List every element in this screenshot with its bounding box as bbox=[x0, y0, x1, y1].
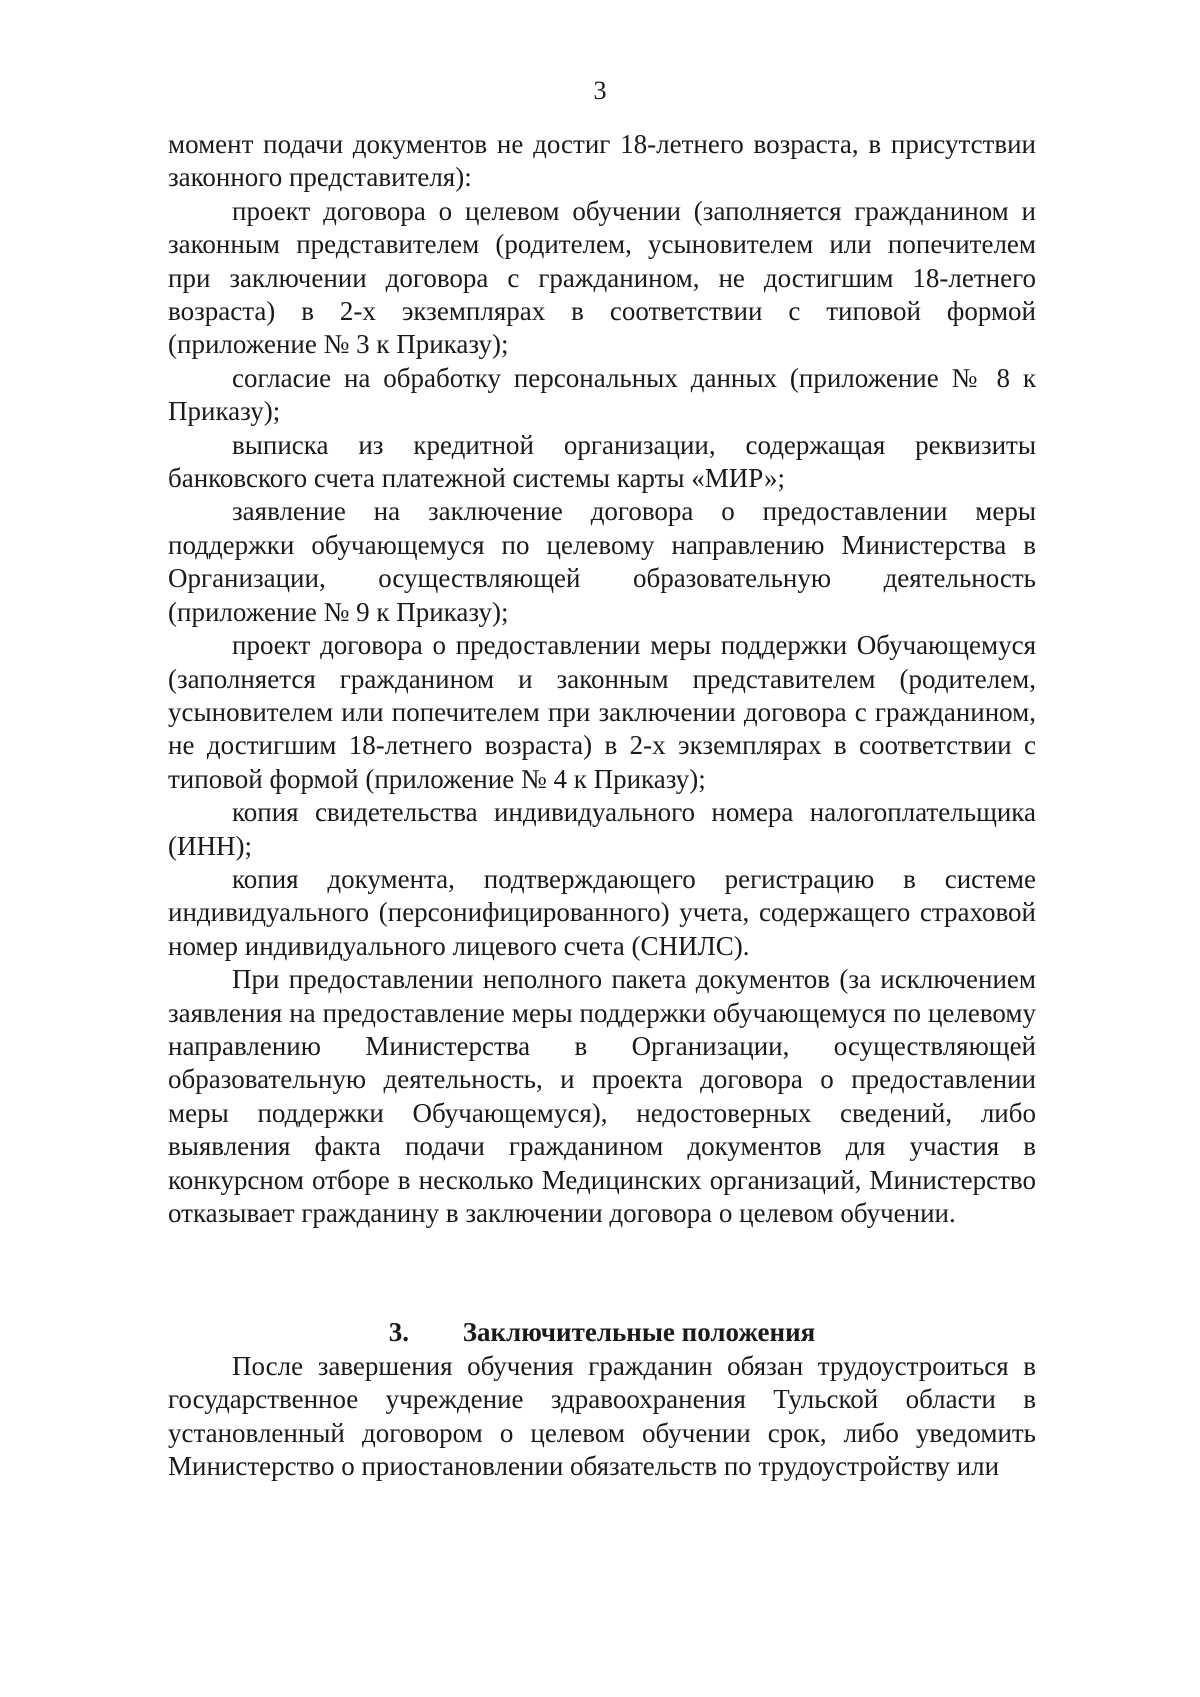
list-item-support-contract-draft: проект договора о предоставлении меры поддержки Обучающемуся (заполняется гражданином и законным представителем (родителем, усыновителем или попечителем при заключении договора с гражданином, не достигшим 18-летнего возраста) в 2-х экземплярах в соответствии с типовой формой (приложение № 4 к Приказу); bbox=[168, 630, 1036, 794]
list-item-bank-statement: выписка из кредитной организации, содержащая реквизиты банковского счета платежной системы карты «МИР»; bbox=[168, 429, 1036, 494]
paragraph-final-provisions: После завершения обучения гражданин обязан трудоустроиться в государственное учреждение здравоохранения Тульской области в установленный договором о целевом обучении срок, либо уведомить Министерство о приостановлении обязательств по трудоустройству или bbox=[168, 1350, 1036, 1482]
list-item-support-application: заявление на заключение договора о предоставлении меры поддержки обучающемуся по целевому направлению Министерства в Организации, осуществляющей образовательную деятельность (приложение № 9 к Приказу); bbox=[168, 496, 1036, 627]
paragraph-refusal-conditions: При предоставлении неполного пакета документов (за исключением заявления на предоставление меры поддержки обучающемуся по целевому направлению Министерства в Организации, осуществляющей образовательную деятельность, и проекта договора о предоставлении меры поддержки Обучающемуся), недостоверных сведений, либо выявления факта подачи гражданином документов для участия в конкурсном отборе в несколько Медицинских организаций, Министерство отказывает гражданину в заключении договора о целевом обучении. bbox=[168, 964, 1036, 1228]
section-number: 3. bbox=[388, 1317, 409, 1348]
document-body bbox=[168, 128, 1036, 1483]
list-item-personal-data-consent: согласие на обработку персональных данных (приложение № 8 к Приказу); bbox=[168, 362, 1036, 427]
paragraph-continuation: момент подачи документов не достиг 18-летнего возраста, в присутствии законного представителя): bbox=[168, 129, 1036, 193]
list-item-target-contract-draft: проект договора о целевом обучении (заполняется гражданином и законным представителем (родителем, усыновителем или попечителем при заключении договора с гражданином, не достигшим 18-летнего возраста) в 2-х экземплярах в соответствии с типовой формой (приложение № 3 к Приказу); bbox=[168, 195, 1036, 360]
list-item-snils-copy: копия документа, подтверждающего регистрацию в системе индивидуального (персонифицированного) учета, содержащего страховой номер индивидуального лицевого счета (СНИЛС). bbox=[168, 863, 1036, 961]
section-heading bbox=[168, 1230, 1036, 1349]
section-title: Заключительные положения bbox=[462, 1317, 816, 1348]
list-item-inn-copy: копия свидетельства индивидуального номера налогоплательщика (ИНН); bbox=[168, 797, 1036, 861]
page-number: 3 bbox=[593, 76, 607, 105]
